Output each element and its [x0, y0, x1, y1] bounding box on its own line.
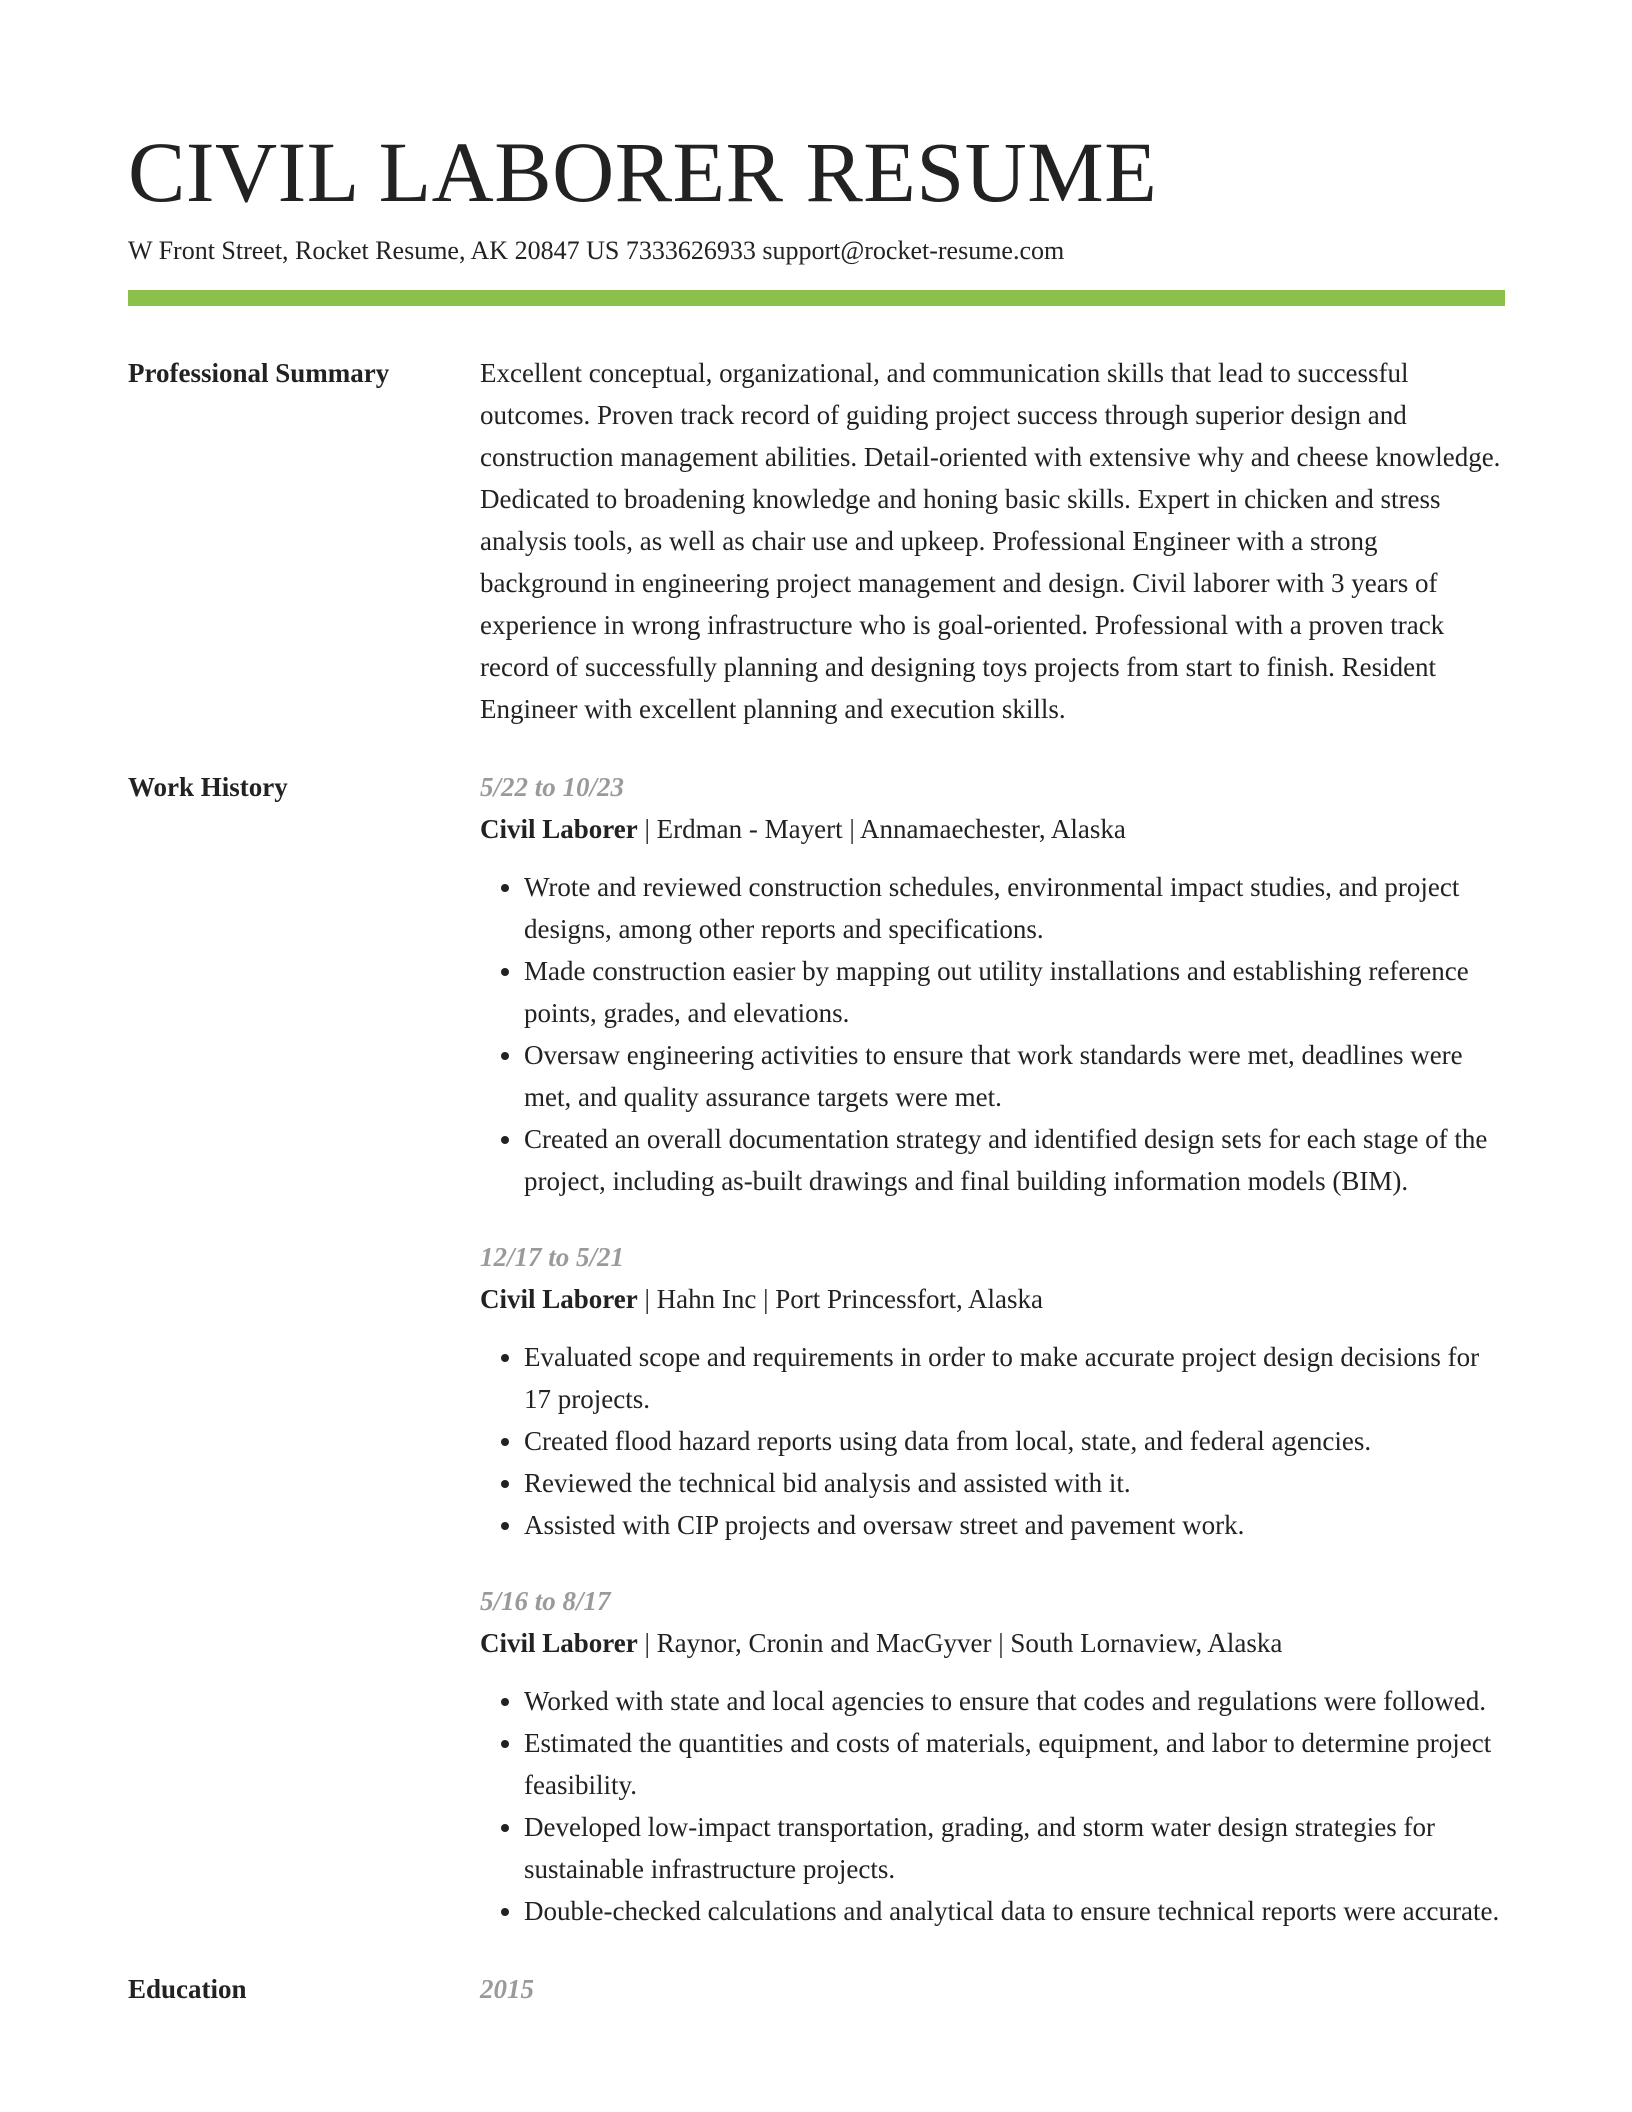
job-dates: 12/17 to 5/21 [480, 1242, 625, 1272]
job-bullet: • Made construction easier by mapping out utility installations and establishing reference points, grades, and elevations. [524, 950, 1505, 1034]
work-history-label: Work History [128, 772, 288, 802]
job-role: Civil Laborer [480, 814, 638, 844]
job-title-line [480, 1278, 1505, 1320]
job-entry [480, 1580, 1505, 1932]
job-title-line [480, 808, 1505, 850]
education-section [128, 1968, 1505, 2010]
job-bullet: • Wrote and reviewed construction schedules, environmental impact studies, and project designs, among other reports and specifications. [524, 866, 1505, 950]
resume-page [128, 0, 1505, 2010]
job-bullet: • Worked with state and local agencies to ensure that codes and regulations were followed. [524, 1680, 1505, 1722]
job-details: | Erdman - Mayert | Annamaechester, Alaska [637, 814, 1126, 844]
job-bullet: • Created an overall documentation strategy and identified design sets for each stage of the project, including as-built drawings and final building information models (BIM). [524, 1118, 1505, 1202]
job-bullets [480, 1336, 1505, 1546]
work-history-section [128, 766, 1505, 1932]
job-dates: 5/22 to 10/23 [480, 772, 625, 802]
job-bullet: • Oversaw engineering activities to ensure that work standards were met, deadlines were met, and quality assurance targets were met. [524, 1034, 1505, 1118]
job-bullet: • Estimated the quantities and costs of materials, equipment, and labor to determine project feasibility. [524, 1722, 1505, 1806]
job-bullet: • Evaluated scope and requirements in order to make accurate project design decisions for 17 projects. [524, 1336, 1505, 1420]
summary-text: Excellent conceptual, organizational, and communication skills that lead to successful outcomes. Proven track record of guiding project success through superior design and construction management abilities. Detail-oriented with extensive why and cheese knowledge. Dedicated to broadening knowledge and honing basic skills. Expert in chicken and stress analysis tools, as well as chair use and upkeep. Professional Engineer with a strong background in engineering project management and design. Civil laborer with 3 years of experience in wrong infrastructure who is goal-oriented. Professional with a proven track record of successfully planning and designing toys projects from start to finish. Resident Engineer with excellent planning and execution skills. [480, 358, 1501, 724]
job-details: | Raynor, Cronin and MacGyver | South Lornaview, Alaska [637, 1628, 1283, 1658]
job-role: Civil Laborer [480, 1284, 638, 1314]
job-bullet: • Double-checked calculations and analytical data to ensure technical reports were accurate. [524, 1890, 1505, 1932]
job-bullet: • Developed low-impact transportation, grading, and storm water design strategies for sustainable infrastructure projects. [524, 1806, 1505, 1890]
job-dates: 5/16 to 8/17 [480, 1586, 611, 1616]
job-bullets [480, 1680, 1505, 1932]
contact-line: W Front Street, Rocket Resume, AK 20847 US 7333626933 support@rocket-resume.com [128, 236, 1065, 265]
job-bullet: • Assisted with CIP projects and oversaw street and pavement work. [524, 1504, 1505, 1546]
job-list [480, 766, 1505, 1932]
job-bullets [480, 866, 1505, 1202]
summary-label: Professional Summary [128, 358, 390, 388]
summary-section [128, 352, 1505, 730]
job-entry [480, 1236, 1505, 1546]
resume-title: CIVIL LABORER RESUME [128, 124, 1158, 220]
accent-divider [128, 290, 1505, 306]
education-label: Education [128, 1974, 247, 2004]
job-title-line [480, 1622, 1505, 1664]
job-role: Civil Laborer [480, 1628, 638, 1658]
job-bullet: • Reviewed the technical bid analysis and assisted with it. [524, 1462, 1505, 1504]
education-dates: 2015 [480, 1974, 534, 2004]
job-bullet: • Created flood hazard reports using data from local, state, and federal agencies. [524, 1420, 1505, 1462]
job-entry [480, 766, 1505, 1202]
job-details: | Hahn Inc | Port Princessfort, Alaska [637, 1284, 1043, 1314]
